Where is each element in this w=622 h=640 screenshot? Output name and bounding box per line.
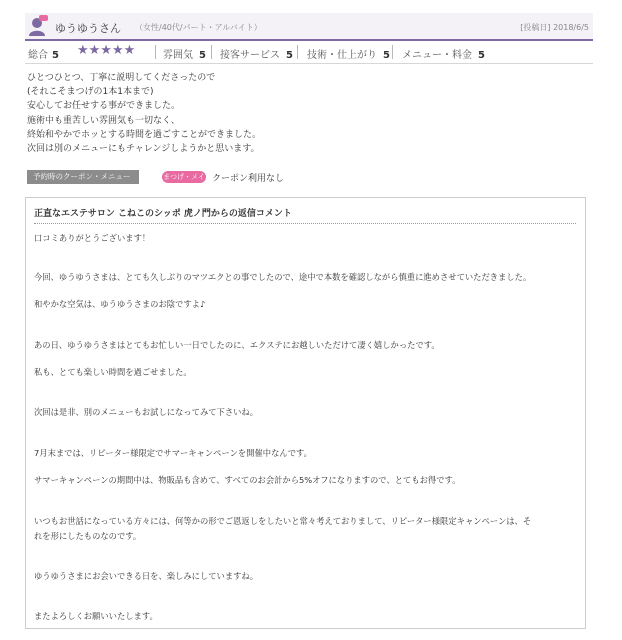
rating-item-label: メニュー・料金 [402, 50, 472, 61]
rating-item-score: 5 [383, 50, 390, 61]
rating-divider [297, 45, 298, 59]
rating-item-score: 5 [286, 50, 293, 61]
reply-line: れを形にしたものなのです。 [34, 531, 142, 541]
rating-overall-label: 総合 [28, 50, 48, 61]
reply-title: 正直なエステサロン こねこのシッポ 虎ノ門からの返信コメント [34, 206, 576, 224]
user-avatar-icon [28, 15, 48, 37]
rating-item-score: 5 [478, 50, 485, 61]
coupon-value: クーポン利用なし [212, 174, 285, 184]
reviewer-nickname: ゆうゆうさん [55, 22, 121, 35]
rating-item-service [220, 46, 293, 61]
rating-divider [155, 45, 156, 59]
reply-line: ゆうゆうさまにお会いできる日を、楽しみにしていますね。 [34, 571, 259, 581]
rating-item-atmosphere [163, 46, 206, 61]
rating-item-label: 雰囲気 [163, 50, 193, 61]
rating-item-label: 技術・仕上がり [307, 50, 377, 61]
rating-overall [28, 46, 59, 61]
rating-item-menu-price [402, 46, 485, 61]
reviewer-profile: （女性/40代/パート・アルバイト） [135, 23, 262, 32]
reply-line: 和やかな空気は、ゆうゆうさまのお陰ですよ♪ [34, 299, 206, 309]
reply-line: サマーキャンペーンの期間中は、物販品も含めて、すべてのお会計から5%オフになりますので、とてもお得です。 [34, 475, 461, 485]
review-line: 終始和やかでホッとする時間を過ごすことができました。 [27, 129, 262, 140]
review-header [25, 13, 593, 41]
rating-item-label: 接客サービス [220, 50, 280, 61]
ratings-bar [25, 41, 593, 64]
review-line: 次回は別のメニューにもチャレンジしようかと思います。 [27, 144, 260, 155]
rating-item-score: 5 [199, 50, 206, 61]
rating-divider [211, 45, 212, 59]
reply-line: 口コミありがとうございます！ [34, 233, 151, 243]
rating-item-technique [307, 46, 390, 61]
review-line: 施術中も重苦しい雰囲気も一切なく、 [27, 115, 180, 126]
rating-stars-icon: ★★★★★ [77, 43, 136, 58]
salon-reply-box [25, 197, 586, 629]
review-line: ひとつひとつ、丁寧に説明してくださったので [27, 73, 216, 83]
review-line: (それこそまつげの1本1本まで) [27, 87, 154, 98]
reply-line: 今回、ゆうゆうさまは、とても久しぶりのマツエクとの事でしたので、途中で本数を確認しながら慎重に進めさせていただきました。 [34, 272, 532, 282]
review-line: 安心してお任せする事ができました。 [27, 101, 181, 112]
rating-divider [392, 45, 393, 59]
reply-line: 7月末までは、リピーター様限定でサマーキャンペーンを開催中なんです。 [34, 448, 312, 458]
reply-line: またよろしくお願いいたします。 [34, 611, 158, 621]
coupon-category-tag: まつげ・メイク [163, 173, 205, 193]
reply-line: いつもお世話になっている方々には、何等かの形でご恩返しをしたいと常々考えておりまして、リピーター様限定キャンペーンは、そ [34, 516, 532, 526]
reply-line: 私も、とても楽しい時間を過ごせました。 [34, 367, 192, 377]
reply-line: あの日、ゆうゆうさまはとてもお忙しい一日でしたのに、エクステにお越しいただけて凄く嬉しかったです。 [34, 340, 440, 350]
post-date: [投稿日] 2018/6/5 [520, 23, 589, 32]
rating-overall-score: 5 [52, 50, 59, 61]
coupon-label: 予約時のクーポン・メニュー [27, 170, 139, 184]
review-text [27, 71, 597, 156]
reply-line: 次回は是非、別のメニューもお試しになってみて下さいね。 [34, 407, 259, 417]
